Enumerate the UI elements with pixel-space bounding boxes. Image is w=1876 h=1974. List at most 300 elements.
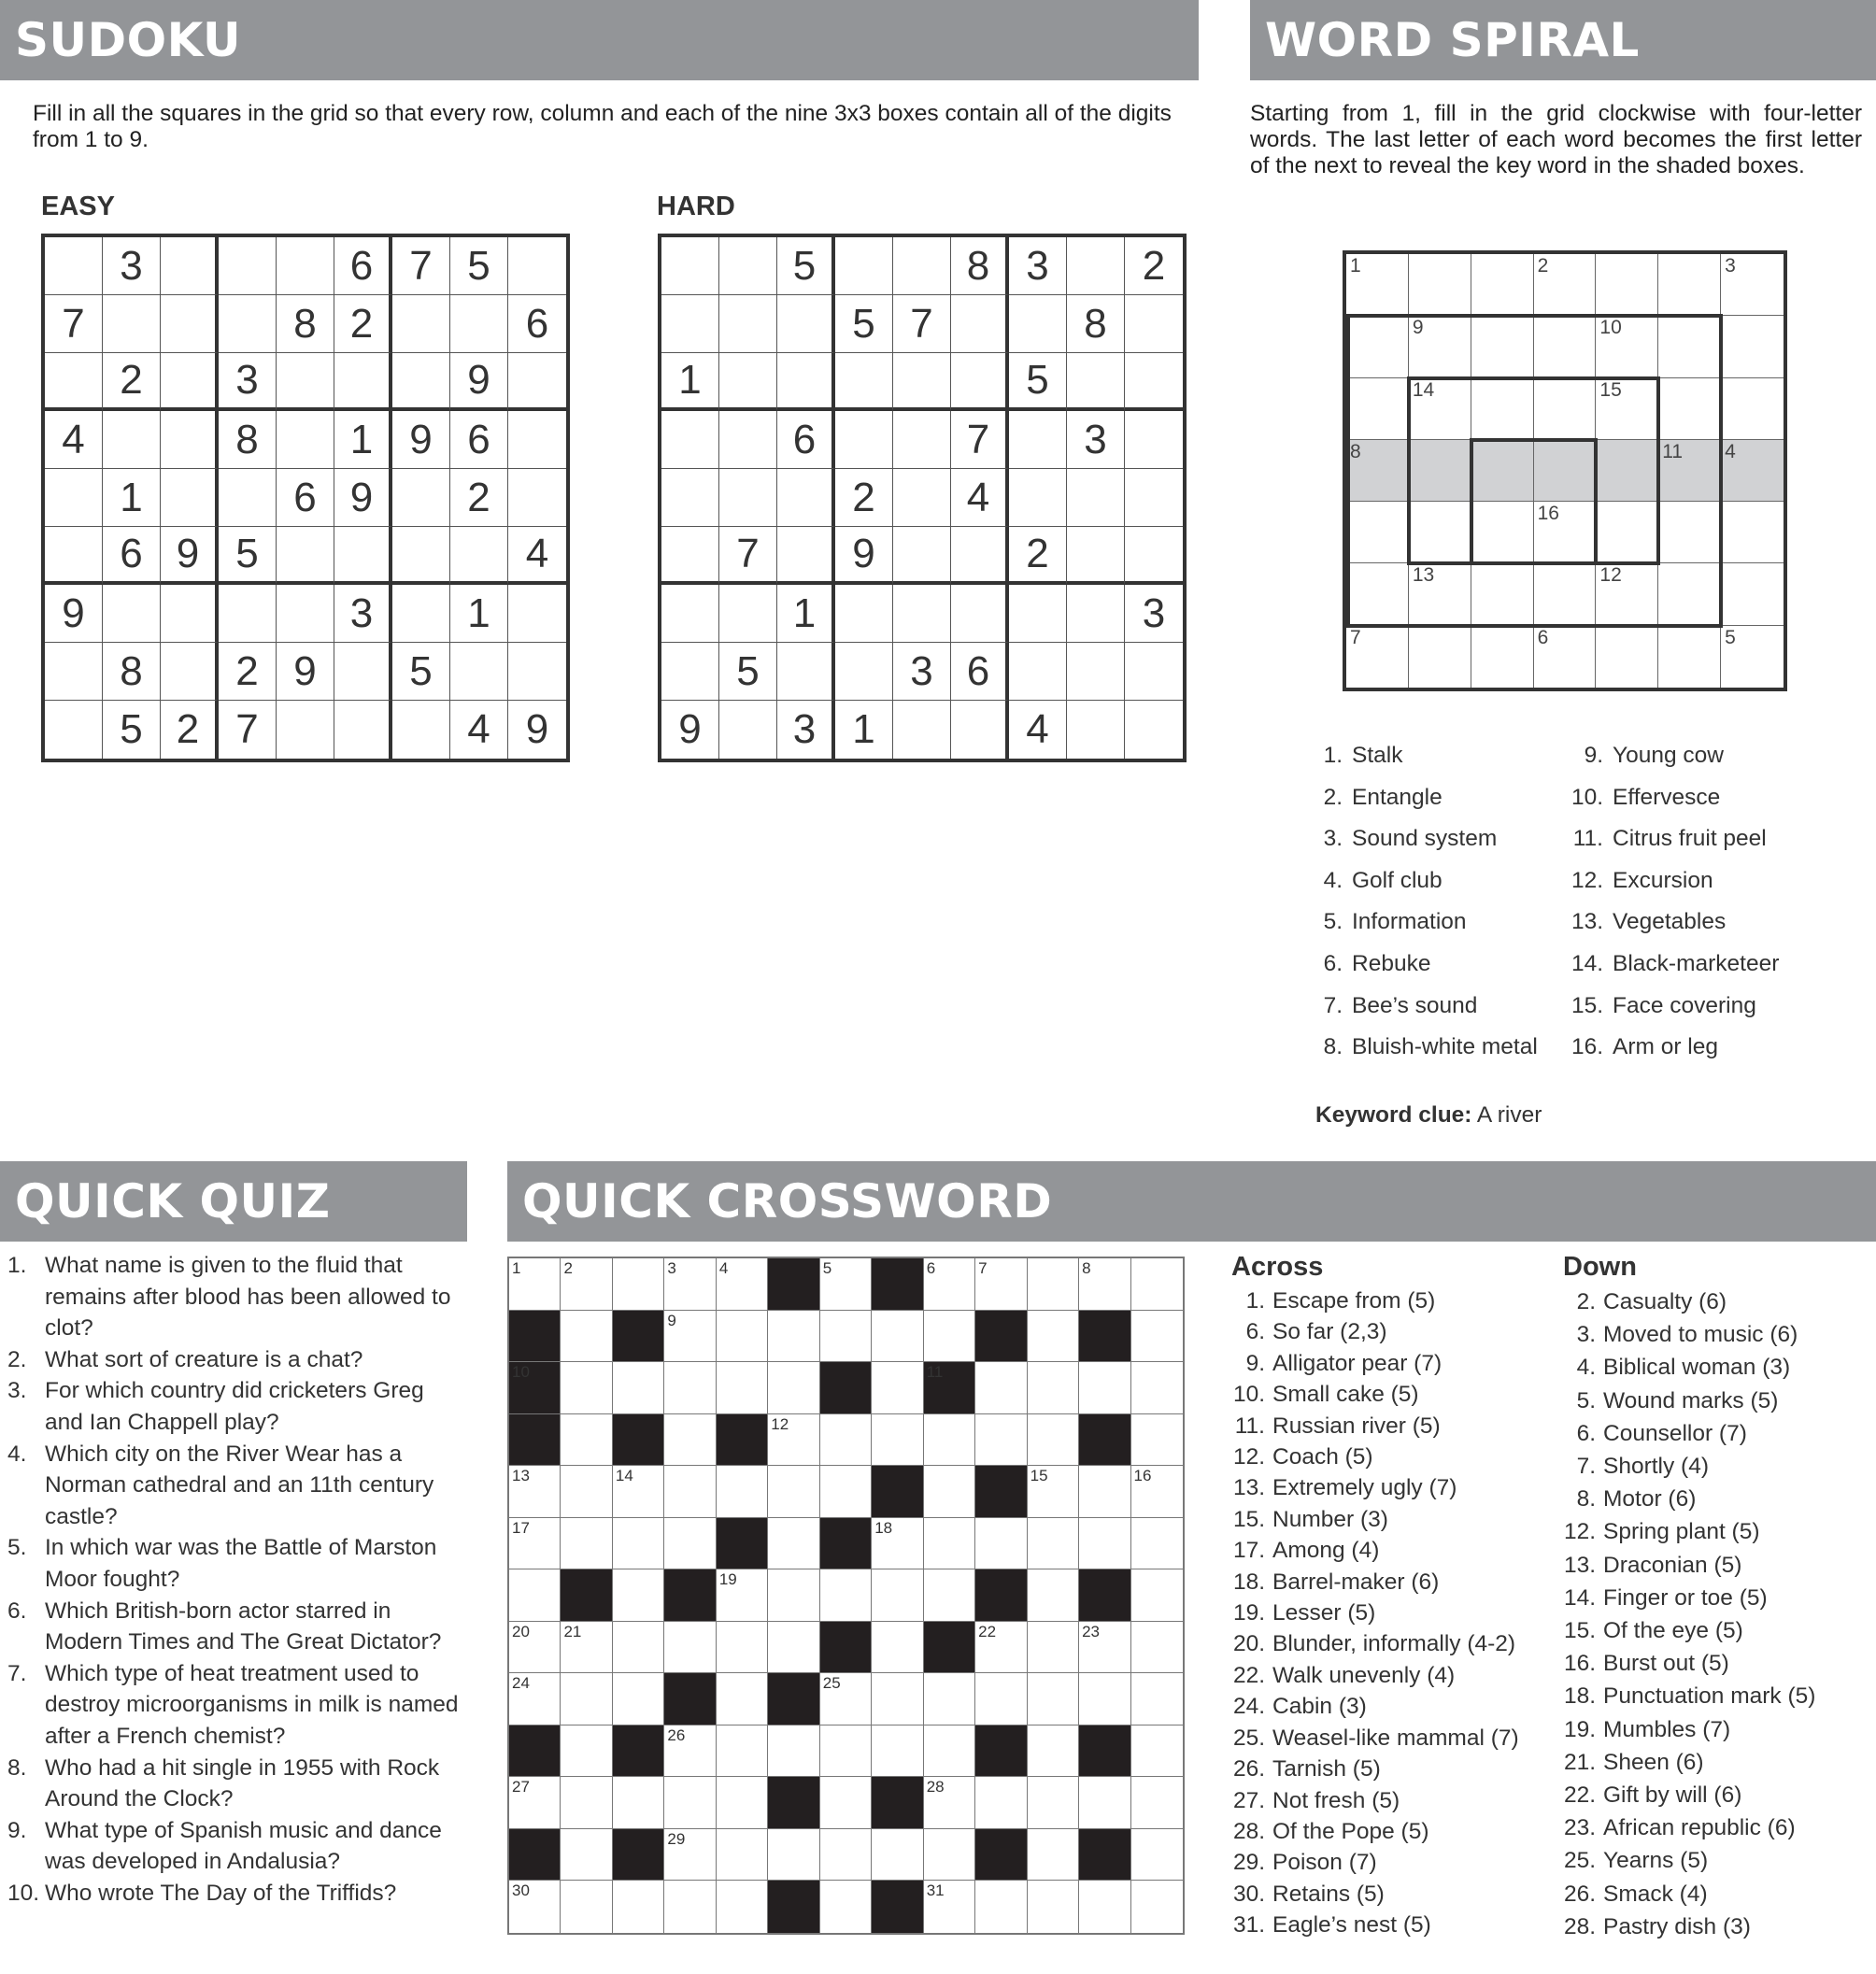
crossword-cell[interactable] xyxy=(664,1311,716,1363)
sudoku-cell[interactable]: 9 xyxy=(161,527,219,585)
crossword-cell[interactable] xyxy=(1028,1725,1079,1778)
spiral-cell[interactable] xyxy=(1471,254,1534,316)
sudoku-cell[interactable] xyxy=(661,643,719,701)
sudoku-cell[interactable] xyxy=(1125,469,1183,527)
sudoku-cell[interactable]: 5 xyxy=(1009,353,1067,411)
crossword-cell[interactable] xyxy=(1079,1673,1130,1725)
crossword-cell[interactable] xyxy=(1079,1518,1130,1570)
sudoku-cell[interactable] xyxy=(1067,469,1125,527)
sudoku-cell[interactable]: 7 xyxy=(219,701,277,759)
sudoku-cell[interactable] xyxy=(392,295,450,353)
sudoku-cell[interactable] xyxy=(777,469,835,527)
crossword-cell[interactable] xyxy=(924,1258,975,1311)
sudoku-cell[interactable]: 3 xyxy=(219,353,277,411)
sudoku-cell[interactable]: 2 xyxy=(334,295,392,353)
crossword-cell[interactable] xyxy=(975,1362,1027,1414)
sudoku-cell[interactable] xyxy=(777,527,835,585)
spiral-cell[interactable] xyxy=(1409,440,1471,502)
sudoku-cell[interactable] xyxy=(161,411,219,469)
crossword-cell[interactable] xyxy=(820,1569,872,1622)
crossword-cell[interactable] xyxy=(664,1258,716,1311)
crossword-cell[interactable] xyxy=(768,1466,819,1518)
crossword-cell[interactable] xyxy=(509,1258,561,1311)
sudoku-cell[interactable]: 6 xyxy=(277,469,334,527)
sudoku-cell[interactable] xyxy=(1067,701,1125,759)
crossword-cell[interactable] xyxy=(1028,1622,1079,1674)
sudoku-cell[interactable] xyxy=(277,527,334,585)
sudoku-cell[interactable] xyxy=(893,585,951,643)
sudoku-cell[interactable] xyxy=(103,585,161,643)
crossword-cell[interactable] xyxy=(872,1311,923,1363)
sudoku-cell[interactable] xyxy=(1009,585,1067,643)
spiral-cell[interactable] xyxy=(1721,563,1784,625)
sudoku-cell[interactable]: 3 xyxy=(893,643,951,701)
sudoku-cell[interactable] xyxy=(392,469,450,527)
crossword-cell[interactable] xyxy=(509,1673,561,1725)
crossword-cell[interactable] xyxy=(820,1777,872,1829)
crossword-cell[interactable] xyxy=(1028,1311,1079,1363)
crossword-cell[interactable] xyxy=(509,1518,561,1570)
crossword-cell[interactable] xyxy=(924,1466,975,1518)
sudoku-cell[interactable] xyxy=(103,411,161,469)
sudoku-cell[interactable] xyxy=(951,527,1009,585)
sudoku-cell[interactable] xyxy=(161,469,219,527)
sudoku-cell[interactable]: 6 xyxy=(508,295,566,353)
sudoku-cell[interactable]: 1 xyxy=(661,353,719,411)
crossword-cell[interactable] xyxy=(768,1362,819,1414)
sudoku-cell[interactable]: 5 xyxy=(835,295,893,353)
sudoku-cell[interactable] xyxy=(45,353,103,411)
sudoku-cell[interactable]: 9 xyxy=(835,527,893,585)
crossword-cell[interactable] xyxy=(1131,1311,1183,1363)
crossword-cell[interactable] xyxy=(768,1622,819,1674)
crossword-cell[interactable] xyxy=(717,1622,768,1674)
sudoku-cell[interactable] xyxy=(392,527,450,585)
sudoku-cell[interactable] xyxy=(719,469,777,527)
spiral-cell[interactable] xyxy=(1658,502,1721,563)
sudoku-cell[interactable] xyxy=(661,585,719,643)
sudoku-cell[interactable]: 3 xyxy=(334,585,392,643)
sudoku-cell[interactable] xyxy=(1125,411,1183,469)
spiral-cell[interactable] xyxy=(1596,254,1658,316)
sudoku-cell[interactable] xyxy=(835,411,893,469)
crossword-cell[interactable] xyxy=(1028,1362,1079,1414)
sudoku-cell[interactable] xyxy=(719,353,777,411)
spiral-cell[interactable] xyxy=(1409,254,1471,316)
sudoku-cell[interactable]: 5 xyxy=(777,237,835,295)
sudoku-cell[interactable] xyxy=(835,585,893,643)
spiral-cell[interactable] xyxy=(1721,378,1784,440)
crossword-cell[interactable] xyxy=(924,1569,975,1622)
crossword-cell[interactable] xyxy=(924,1673,975,1725)
crossword-cell[interactable] xyxy=(924,1518,975,1570)
sudoku-cell[interactable] xyxy=(719,585,777,643)
sudoku-cell[interactable]: 4 xyxy=(45,411,103,469)
crossword-cell[interactable] xyxy=(1079,1777,1130,1829)
crossword-cell[interactable] xyxy=(664,1777,716,1829)
crossword-cell[interactable] xyxy=(820,1829,872,1882)
sudoku-cell[interactable]: 1 xyxy=(450,585,508,643)
spiral-cell[interactable] xyxy=(1658,316,1721,377)
spiral-cell[interactable] xyxy=(1534,440,1597,502)
spiral-cell[interactable] xyxy=(1596,440,1658,502)
sudoku-cell[interactable] xyxy=(1125,353,1183,411)
sudoku-cell[interactable] xyxy=(277,701,334,759)
crossword-cell[interactable] xyxy=(975,1673,1027,1725)
sudoku-cell[interactable] xyxy=(1067,527,1125,585)
sudoku-cell[interactable] xyxy=(277,411,334,469)
sudoku-cell[interactable] xyxy=(893,237,951,295)
sudoku-cell[interactable] xyxy=(277,353,334,411)
crossword-cell[interactable] xyxy=(717,1569,768,1622)
sudoku-cell[interactable] xyxy=(161,295,219,353)
crossword-cell[interactable] xyxy=(509,1622,561,1674)
crossword-cell[interactable] xyxy=(1131,1881,1183,1933)
crossword-cell[interactable] xyxy=(872,1673,923,1725)
sudoku-cell[interactable] xyxy=(45,527,103,585)
crossword-cell[interactable] xyxy=(613,1622,664,1674)
sudoku-cell[interactable] xyxy=(508,237,566,295)
sudoku-cell[interactable]: 6 xyxy=(450,411,508,469)
sudoku-cell[interactable]: 2 xyxy=(1009,527,1067,585)
sudoku-cell[interactable] xyxy=(45,701,103,759)
crossword-cell[interactable] xyxy=(975,1518,1027,1570)
sudoku-cell[interactable] xyxy=(1125,701,1183,759)
crossword-cell[interactable] xyxy=(1079,1362,1130,1414)
crossword-cell[interactable] xyxy=(561,1466,612,1518)
crossword-cell[interactable] xyxy=(1131,1518,1183,1570)
crossword-cell[interactable] xyxy=(1131,1362,1183,1414)
sudoku-cell[interactable]: 8 xyxy=(219,411,277,469)
sudoku-cell[interactable] xyxy=(508,353,566,411)
spiral-cell[interactable] xyxy=(1534,378,1597,440)
crossword-cell[interactable] xyxy=(1131,1829,1183,1882)
spiral-cell[interactable] xyxy=(1658,563,1721,625)
spiral-cell[interactable] xyxy=(1471,440,1534,502)
crossword-cell[interactable] xyxy=(664,1622,716,1674)
sudoku-cell[interactable] xyxy=(777,353,835,411)
sudoku-cell[interactable] xyxy=(661,469,719,527)
sudoku-cell[interactable]: 2 xyxy=(219,643,277,701)
crossword-cell[interactable] xyxy=(717,1258,768,1311)
crossword-cell[interactable] xyxy=(561,1414,612,1467)
sudoku-cell[interactable]: 7 xyxy=(719,527,777,585)
sudoku-cell[interactable]: 9 xyxy=(450,353,508,411)
sudoku-cell[interactable] xyxy=(1125,527,1183,585)
sudoku-cell[interactable]: 5 xyxy=(392,643,450,701)
crossword-cell[interactable] xyxy=(1131,1622,1183,1674)
crossword-cell[interactable] xyxy=(768,1414,819,1467)
crossword-cell[interactable] xyxy=(924,1311,975,1363)
sudoku-cell[interactable]: 7 xyxy=(392,237,450,295)
sudoku-cell[interactable] xyxy=(777,295,835,353)
crossword-cell[interactable] xyxy=(820,1414,872,1467)
spiral-cell[interactable] xyxy=(1409,626,1471,688)
sudoku-cell[interactable]: 2 xyxy=(835,469,893,527)
spiral-cell[interactable] xyxy=(1471,626,1534,688)
crossword-cell[interactable] xyxy=(768,1725,819,1778)
spiral-cell[interactable] xyxy=(1721,502,1784,563)
sudoku-cell[interactable] xyxy=(893,353,951,411)
sudoku-cell[interactable]: 8 xyxy=(1067,295,1125,353)
crossword-cell[interactable] xyxy=(1079,1881,1130,1933)
sudoku-cell[interactable] xyxy=(508,643,566,701)
sudoku-cell[interactable]: 3 xyxy=(1067,411,1125,469)
crossword-cell[interactable] xyxy=(561,1311,612,1363)
sudoku-cell[interactable]: 2 xyxy=(450,469,508,527)
sudoku-cell[interactable] xyxy=(719,411,777,469)
crossword-cell[interactable] xyxy=(1131,1673,1183,1725)
sudoku-cell[interactable]: 4 xyxy=(1009,701,1067,759)
sudoku-cell[interactable]: 5 xyxy=(219,527,277,585)
sudoku-cell[interactable] xyxy=(1067,237,1125,295)
crossword-cell[interactable] xyxy=(820,1673,872,1725)
sudoku-cell[interactable] xyxy=(508,469,566,527)
crossword-cell[interactable] xyxy=(768,1829,819,1882)
crossword-cell[interactable] xyxy=(975,1777,1027,1829)
sudoku-cell[interactable] xyxy=(777,643,835,701)
crossword-cell[interactable] xyxy=(1079,1466,1130,1518)
crossword-cell[interactable] xyxy=(613,1673,664,1725)
crossword-cell[interactable] xyxy=(1131,1466,1183,1518)
spiral-cell[interactable] xyxy=(1471,502,1534,563)
sudoku-cell[interactable] xyxy=(450,295,508,353)
crossword-cell[interactable] xyxy=(872,1414,923,1467)
crossword-cell[interactable] xyxy=(768,1311,819,1363)
crossword-cell[interactable] xyxy=(1079,1258,1130,1311)
crossword-cell[interactable] xyxy=(872,1362,923,1414)
crossword-cell[interactable] xyxy=(1028,1414,1079,1467)
sudoku-cell[interactable]: 9 xyxy=(525,706,549,752)
crossword-cell[interactable] xyxy=(1131,1569,1183,1622)
crossword-cell[interactable] xyxy=(975,1881,1027,1933)
spiral-cell[interactable] xyxy=(1596,502,1658,563)
crossword-cell[interactable] xyxy=(509,1881,561,1933)
crossword-cell[interactable] xyxy=(1131,1777,1183,1829)
sudoku-cell[interactable]: 3 xyxy=(103,237,161,295)
crossword-cell[interactable] xyxy=(975,1258,1027,1311)
sudoku-cell[interactable] xyxy=(508,585,566,643)
sudoku-cell[interactable]: 3 xyxy=(1009,237,1067,295)
crossword-cell[interactable] xyxy=(717,1466,768,1518)
crossword-cell[interactable] xyxy=(509,1466,561,1518)
crossword-cell[interactable] xyxy=(561,1622,612,1674)
crossword-cell[interactable] xyxy=(768,1518,819,1570)
sudoku-cell[interactable] xyxy=(161,643,219,701)
sudoku-cell[interactable] xyxy=(277,585,334,643)
crossword-cell[interactable] xyxy=(820,1466,872,1518)
sudoku-cell[interactable]: 6 xyxy=(334,237,392,295)
spiral-cell[interactable] xyxy=(1658,378,1721,440)
crossword-cell[interactable] xyxy=(664,1466,716,1518)
sudoku-cell[interactable]: 1 xyxy=(334,411,392,469)
sudoku-cell[interactable] xyxy=(661,527,719,585)
sudoku-cell[interactable] xyxy=(835,643,893,701)
crossword-cell[interactable] xyxy=(1028,1673,1079,1725)
sudoku-cell[interactable] xyxy=(1067,643,1125,701)
crossword-cell[interactable] xyxy=(664,1725,716,1778)
crossword-cell[interactable] xyxy=(717,1362,768,1414)
spiral-cell[interactable] xyxy=(1471,563,1534,625)
spiral-cell[interactable] xyxy=(1409,502,1471,563)
sudoku-cell[interactable]: 1 xyxy=(103,469,161,527)
crossword-cell[interactable] xyxy=(872,1725,923,1778)
spiral-cell[interactable] xyxy=(1658,254,1721,316)
crossword-cell[interactable] xyxy=(924,1881,975,1933)
sudoku-cell[interactable] xyxy=(219,469,277,527)
sudoku-cell[interactable] xyxy=(719,701,777,759)
sudoku-cell[interactable]: 1 xyxy=(777,585,835,643)
crossword-cell[interactable] xyxy=(561,1829,612,1882)
sudoku-cell[interactable]: 6 xyxy=(951,643,1009,701)
sudoku-cell[interactable] xyxy=(161,585,219,643)
sudoku-cell[interactable]: 3 xyxy=(1125,585,1183,643)
crossword-cell[interactable] xyxy=(1131,1414,1183,1467)
sudoku-cell[interactable]: 8 xyxy=(103,643,161,701)
spiral-cell[interactable] xyxy=(1471,316,1534,377)
sudoku-cell[interactable] xyxy=(450,527,508,585)
sudoku-cell[interactable] xyxy=(951,295,1009,353)
sudoku-cell[interactable] xyxy=(835,353,893,411)
sudoku-cell[interactable] xyxy=(334,353,392,411)
sudoku-cell[interactable] xyxy=(951,585,1009,643)
crossword-cell[interactable] xyxy=(924,1725,975,1778)
sudoku-cell[interactable] xyxy=(45,469,103,527)
sudoku-cell[interactable] xyxy=(1067,353,1125,411)
sudoku-cell[interactable] xyxy=(1125,643,1183,701)
sudoku-cell[interactable] xyxy=(893,411,951,469)
sudoku-cell[interactable] xyxy=(1009,643,1067,701)
spiral-cell[interactable] xyxy=(1471,378,1534,440)
sudoku-cell[interactable] xyxy=(334,527,392,585)
crossword-cell[interactable] xyxy=(664,1881,716,1933)
sudoku-cell[interactable] xyxy=(893,469,951,527)
spiral-cell[interactable] xyxy=(1534,316,1597,377)
sudoku-cell[interactable]: 9 xyxy=(392,411,450,469)
crossword-cell[interactable] xyxy=(561,1881,612,1933)
sudoku-cell[interactable] xyxy=(893,701,951,759)
spiral-cell[interactable] xyxy=(1658,626,1721,688)
sudoku-cell[interactable] xyxy=(1009,411,1067,469)
crossword-cell[interactable] xyxy=(664,1829,716,1882)
sudoku-cell[interactable]: 7 xyxy=(951,411,1009,469)
crossword-cell[interactable] xyxy=(717,1311,768,1363)
sudoku-cell[interactable]: 7 xyxy=(893,295,951,353)
sudoku-cell[interactable] xyxy=(1009,469,1067,527)
crossword-cell[interactable] xyxy=(613,1518,664,1570)
crossword-cell[interactable] xyxy=(717,1881,768,1933)
sudoku-cell[interactable] xyxy=(719,237,777,295)
crossword-cell[interactable] xyxy=(1028,1881,1079,1933)
crossword-cell[interactable] xyxy=(872,1622,923,1674)
sudoku-cell[interactable] xyxy=(661,411,719,469)
spiral-cell[interactable] xyxy=(1534,563,1597,625)
sudoku-cell[interactable]: 1 xyxy=(835,701,893,759)
spiral-cell[interactable] xyxy=(1346,502,1409,563)
sudoku-cell[interactable] xyxy=(392,353,450,411)
crossword-cell[interactable] xyxy=(561,1362,612,1414)
sudoku-cell[interactable]: 9 xyxy=(45,585,103,643)
crossword-cell[interactable] xyxy=(872,1518,923,1570)
crossword-cell[interactable] xyxy=(509,1777,561,1829)
sudoku-cell[interactable] xyxy=(835,237,893,295)
crossword-cell[interactable] xyxy=(561,1725,612,1778)
crossword-cell[interactable] xyxy=(975,1414,1027,1467)
sudoku-cell[interactable]: 7 xyxy=(45,295,103,353)
crossword-cell[interactable] xyxy=(561,1673,612,1725)
crossword-cell[interactable] xyxy=(820,1725,872,1778)
crossword-cell[interactable] xyxy=(820,1881,872,1933)
crossword-cell[interactable] xyxy=(717,1829,768,1882)
crossword-cell[interactable] xyxy=(664,1362,716,1414)
crossword-cell[interactable] xyxy=(924,1829,975,1882)
spiral-cell[interactable] xyxy=(1346,563,1409,625)
crossword-cell[interactable] xyxy=(1028,1466,1079,1518)
crossword-cell[interactable] xyxy=(613,1466,664,1518)
sudoku-cell[interactable]: 9 xyxy=(661,701,719,759)
sudoku-cell[interactable] xyxy=(1067,585,1125,643)
crossword-cell[interactable] xyxy=(924,1414,975,1467)
sudoku-cell[interactable] xyxy=(392,585,450,643)
crossword-cell[interactable] xyxy=(717,1777,768,1829)
sudoku-cell[interactable] xyxy=(450,643,508,701)
sudoku-cell[interactable] xyxy=(508,411,566,469)
spiral-cell[interactable] xyxy=(1596,626,1658,688)
sudoku-cell[interactable] xyxy=(45,643,103,701)
crossword-cell[interactable] xyxy=(613,1881,664,1933)
crossword-cell[interactable] xyxy=(1079,1622,1130,1674)
sudoku-cell[interactable] xyxy=(893,527,951,585)
sudoku-cell[interactable] xyxy=(103,295,161,353)
sudoku-cell[interactable] xyxy=(951,353,1009,411)
crossword-cell[interactable] xyxy=(561,1518,612,1570)
sudoku-cell[interactable] xyxy=(219,295,277,353)
crossword-cell[interactable] xyxy=(613,1258,664,1311)
sudoku-cell[interactable] xyxy=(334,701,392,759)
crossword-cell[interactable] xyxy=(1131,1725,1183,1778)
crossword-cell[interactable] xyxy=(1028,1829,1079,1882)
sudoku-cell[interactable]: 8 xyxy=(277,295,334,353)
crossword-cell[interactable] xyxy=(975,1622,1027,1674)
sudoku-cell[interactable]: 2 xyxy=(161,701,219,759)
sudoku-cell[interactable]: 4 xyxy=(450,701,508,759)
crossword-cell[interactable] xyxy=(613,1362,664,1414)
sudoku-cell[interactable]: 3 xyxy=(777,701,835,759)
crossword-cell[interactable] xyxy=(664,1414,716,1467)
crossword-cell[interactable] xyxy=(664,1518,716,1570)
crossword-cell[interactable] xyxy=(717,1673,768,1725)
crossword-cell[interactable] xyxy=(924,1777,975,1829)
sudoku-cell[interactable] xyxy=(161,237,219,295)
crossword-cell[interactable] xyxy=(561,1258,612,1311)
sudoku-cell[interactable]: 4 xyxy=(951,469,1009,527)
sudoku-cell[interactable] xyxy=(661,295,719,353)
crossword-cell[interactable] xyxy=(717,1725,768,1778)
crossword-cell[interactable] xyxy=(613,1569,664,1622)
crossword-cell[interactable] xyxy=(820,1311,872,1363)
sudoku-cell[interactable] xyxy=(661,237,719,295)
crossword-cell[interactable] xyxy=(1028,1258,1079,1311)
crossword-cell[interactable] xyxy=(561,1777,612,1829)
spiral-cell[interactable] xyxy=(1346,378,1409,440)
crossword-cell[interactable] xyxy=(768,1569,819,1622)
sudoku-cell[interactable] xyxy=(1125,295,1183,353)
sudoku-cell[interactable] xyxy=(392,701,450,759)
crossword-cell[interactable] xyxy=(1028,1518,1079,1570)
spiral-cell[interactable] xyxy=(1721,316,1784,377)
sudoku-cell[interactable] xyxy=(45,237,103,295)
spiral-cell[interactable] xyxy=(1346,316,1409,377)
